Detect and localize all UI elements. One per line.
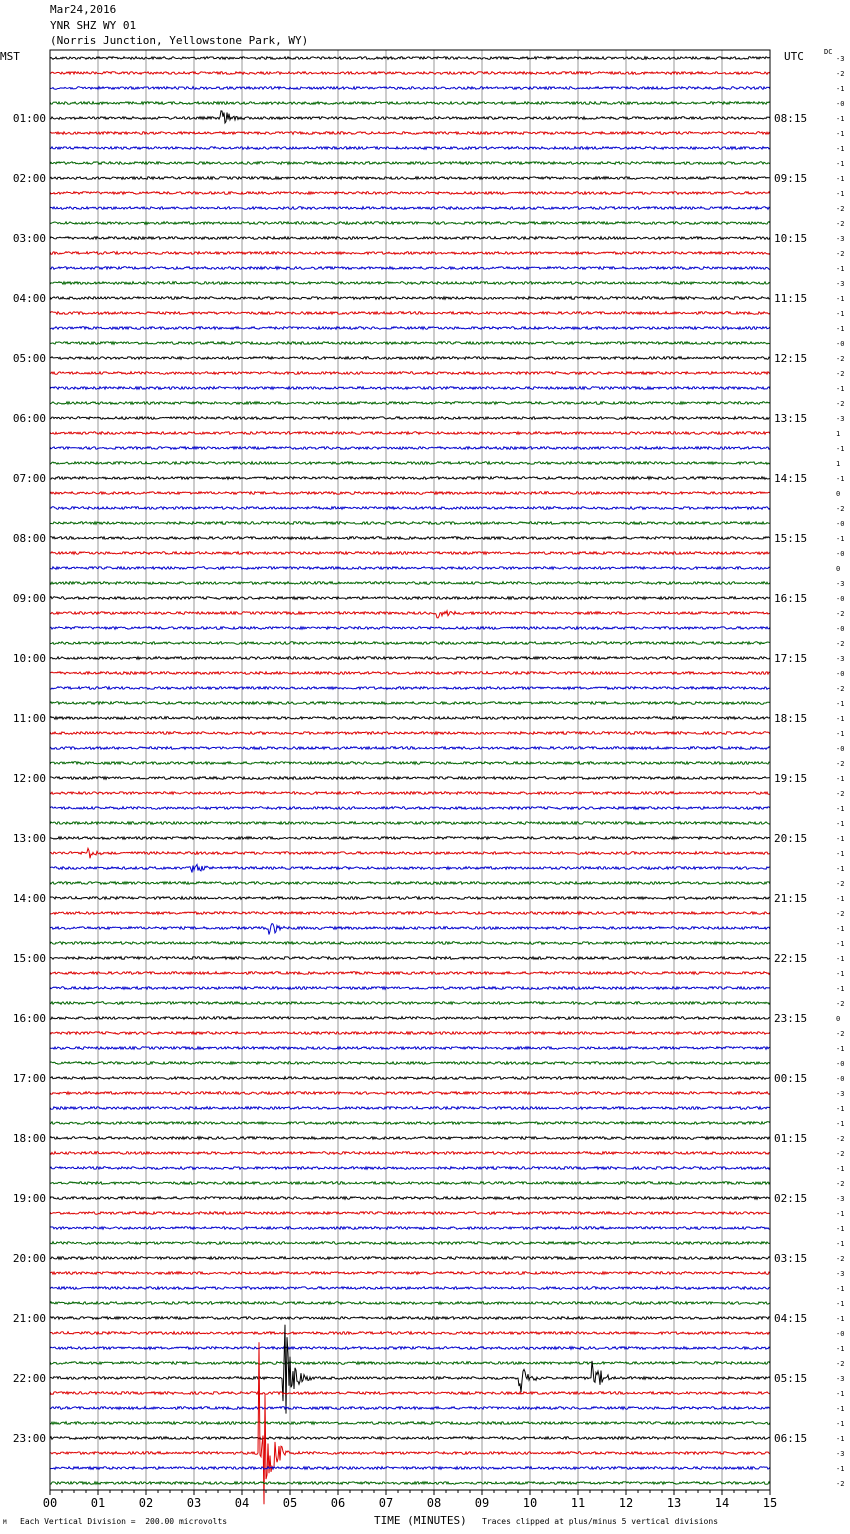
- trace-line: [50, 1242, 770, 1245]
- dc-offset-label: -1: [836, 1315, 845, 1323]
- trace-line: [50, 1017, 770, 1020]
- trace-line: [50, 1062, 770, 1065]
- dc-offset-label: -0: [836, 520, 845, 528]
- dc-offset-label: -1: [836, 1405, 845, 1413]
- dc-offset-label: -1: [836, 265, 845, 273]
- scale-text: Each Vertical Division = 200.00 microvolts: [20, 1517, 228, 1526]
- traces: [50, 57, 770, 1505]
- dc-offset-label: -1: [836, 160, 845, 168]
- trace-line: [50, 642, 770, 645]
- left-time-label: 23:00: [12, 1432, 46, 1445]
- left-time-label: 19:00: [12, 1192, 46, 1205]
- dc-offset-label: -2: [836, 370, 845, 378]
- x-tick-label: 03: [186, 1496, 202, 1510]
- trace-line: [50, 702, 770, 705]
- labels: [13, 55, 845, 1510]
- dc-offset-label: -1: [836, 955, 845, 963]
- dc-offset-label: -1: [836, 970, 845, 978]
- dc-offset-label: -3: [836, 235, 845, 243]
- trace-line: [50, 1362, 770, 1365]
- right-time-label: 06:15: [774, 1432, 808, 1445]
- trace-line: [50, 387, 770, 390]
- dc-offset-label: -1: [836, 730, 845, 738]
- trace-line: [50, 297, 770, 300]
- dc-offset-label: -0: [836, 745, 845, 753]
- dc-label: DC: [824, 48, 833, 56]
- trace-line: [50, 177, 770, 180]
- right-time-label: 19:15: [774, 772, 808, 785]
- dc-offset-label: -1: [836, 535, 845, 543]
- trace-line: [50, 267, 770, 270]
- trace-line: [50, 462, 770, 465]
- left-time-label: 04:00: [12, 292, 46, 305]
- trace-line: [50, 222, 770, 225]
- x-tick-label: 13: [666, 1496, 682, 1510]
- trace-line: [50, 252, 770, 255]
- trace-line: [50, 447, 770, 450]
- right-time-label: 04:15: [774, 1312, 808, 1325]
- right-time-label: 23:15: [774, 1012, 808, 1025]
- right-time-label: 20:15: [774, 832, 808, 845]
- trace-line: [50, 1392, 770, 1395]
- trace-line: [50, 1347, 770, 1350]
- dc-offset-label: -1: [836, 1045, 845, 1053]
- dc-offset-label: -0: [836, 340, 845, 348]
- right-time-label: 08:15: [774, 112, 808, 125]
- dc-offset-label: -2: [836, 685, 845, 693]
- dc-offset-label: -1: [836, 925, 845, 933]
- dc-offset-label: -2: [836, 1000, 845, 1008]
- trace-line: [50, 1107, 770, 1110]
- trace-line: [50, 837, 770, 840]
- dc-offset-label: -0: [836, 100, 845, 108]
- dc-offset-label: -2: [836, 400, 845, 408]
- dc-offset-label: -2: [836, 355, 845, 363]
- dc-offset-label: -2: [836, 250, 845, 258]
- trace-line: [50, 942, 770, 945]
- trace-line: [50, 777, 770, 780]
- dc-offset-label: -0: [836, 550, 845, 558]
- left-time-label: 15:00: [12, 952, 46, 965]
- plot-frame: [50, 50, 770, 1490]
- dc-offset-label: -2: [836, 1180, 845, 1188]
- trace-line: [50, 1197, 770, 1200]
- right-time-label: 11:15: [774, 292, 808, 305]
- left-time-label: 13:00: [12, 832, 46, 845]
- dc-offset-label: -0: [836, 670, 845, 678]
- left-time-label: 05:00: [12, 352, 46, 365]
- dc-offset-label: 1: [836, 430, 841, 438]
- trace-line: [50, 282, 770, 285]
- trace-line: [50, 1272, 770, 1275]
- dc-offset-label: -1: [836, 775, 845, 783]
- right-time-label: 14:15: [774, 472, 808, 485]
- trace-line: [50, 792, 770, 795]
- left-time-label: 22:00: [12, 1372, 46, 1385]
- dc-offset-label: -3: [836, 55, 845, 63]
- dc-offset-label: -1: [836, 115, 845, 123]
- dc-offset-label: -2: [836, 1030, 845, 1038]
- trace-line: [50, 611, 770, 618]
- trace-line: [50, 537, 770, 540]
- trace-line: [50, 1482, 770, 1485]
- dc-offset-label: -2: [836, 640, 845, 648]
- trace-line: [50, 111, 770, 123]
- trace-line: [50, 597, 770, 600]
- trace-line: [50, 687, 770, 690]
- trace-line: [50, 87, 770, 90]
- right-time-label: 01:15: [774, 1132, 808, 1145]
- right-time-label: 05:15: [774, 1372, 808, 1385]
- dc-offset-label: -0: [836, 595, 845, 603]
- dc-offset-label: -2: [836, 205, 845, 213]
- dc-offset-label: -2: [836, 790, 845, 798]
- dc-offset-label: -1: [836, 865, 845, 873]
- trace-line: [50, 147, 770, 150]
- left-time-label: 07:00: [12, 472, 46, 485]
- trace-line: [50, 477, 770, 480]
- dc-offset-label: -2: [836, 1480, 845, 1488]
- trace-line: [50, 1167, 770, 1170]
- dc-offset-label: -1: [836, 700, 845, 708]
- dc-offset-label: 1: [836, 460, 841, 468]
- trace-line: [50, 627, 770, 630]
- trace-line: [50, 957, 770, 960]
- trace-line: [50, 162, 770, 165]
- dc-offset-label: -1: [836, 805, 845, 813]
- trace-line: [50, 1302, 770, 1305]
- right-time-label: 00:15: [774, 1072, 808, 1085]
- trace-line: [50, 552, 770, 555]
- trace-line: [50, 657, 770, 660]
- trace-line: [50, 1437, 770, 1440]
- trace-line: [50, 1422, 770, 1425]
- dc-offset-label: -2: [836, 70, 845, 78]
- trace-line: [50, 672, 770, 675]
- right-time-label: 21:15: [774, 892, 808, 905]
- left-time-label: 09:00: [12, 592, 46, 605]
- trace-line: [50, 357, 770, 360]
- dc-offset-label: -1: [836, 715, 845, 723]
- trace-line: [50, 807, 770, 810]
- x-tick-label: 11: [570, 1496, 586, 1510]
- dc-offset-label: -1: [836, 1225, 845, 1233]
- trace-line: [50, 987, 770, 990]
- dc-offset-label: -1: [836, 985, 845, 993]
- corner-mark: M: [3, 1519, 7, 1526]
- dc-offset-label: -3: [836, 1090, 845, 1098]
- trace-line: [50, 72, 770, 75]
- trace-line: [50, 192, 770, 195]
- dc-offset-label: -1: [836, 1105, 845, 1113]
- dc-offset-label: 0: [836, 1015, 841, 1023]
- left-time-label: 17:00: [12, 1072, 46, 1085]
- dc-offset-label: -2: [836, 1360, 845, 1368]
- x-tick-label: 06: [330, 1496, 346, 1510]
- trace-line: [50, 1182, 770, 1185]
- trace-line: [50, 882, 770, 885]
- dc-offset-label: -1: [836, 175, 845, 183]
- right-time-label: 09:15: [774, 172, 808, 185]
- x-tick-label: 00: [42, 1496, 58, 1510]
- left-time-label: 21:00: [12, 1312, 46, 1325]
- trace-line: [50, 1332, 770, 1335]
- dc-offset-label: -1: [836, 820, 845, 828]
- dc-offset-label: -1: [836, 850, 845, 858]
- trace-line: [50, 1342, 770, 1504]
- trace-line: [50, 507, 770, 510]
- x-tick-label: 01: [90, 1496, 106, 1510]
- trace-line: [50, 1137, 770, 1140]
- dc-offset-label: -2: [836, 910, 845, 918]
- header-location: (Norris Junction, Yellowstone Park, WY): [50, 34, 309, 47]
- dc-offset-label: -1: [836, 1420, 845, 1428]
- left-time-label: 18:00: [12, 1132, 46, 1145]
- trace-line: [50, 492, 770, 495]
- x-tick-label: 09: [474, 1496, 490, 1510]
- trace-line: [50, 132, 770, 135]
- right-time-label: 13:15: [774, 412, 808, 425]
- trace-line: [50, 865, 770, 873]
- trace-line: [50, 207, 770, 210]
- right-time-label: 16:15: [774, 592, 808, 605]
- x-tick-label: 08: [426, 1496, 442, 1510]
- x-tick-label: 14: [714, 1496, 730, 1510]
- dc-offset-label: -2: [836, 1150, 845, 1158]
- dc-offset-label: -1: [836, 1345, 845, 1353]
- dc-offset-label: -2: [836, 610, 845, 618]
- left-time-label: 16:00: [12, 1012, 46, 1025]
- trace-line: [50, 327, 770, 330]
- right-time-label: 03:15: [774, 1252, 808, 1265]
- trace-line: [50, 1077, 770, 1080]
- trace-line: [50, 848, 770, 858]
- trace-line: [50, 522, 770, 525]
- dc-offset-label: -1: [836, 1465, 845, 1473]
- trace-line: [50, 1467, 770, 1470]
- trace-line: [50, 312, 770, 315]
- dc-offset-label: -1: [836, 1165, 845, 1173]
- trace-line: [50, 1325, 770, 1414]
- left-time-label: 03:00: [12, 232, 46, 245]
- right-time-label: 22:15: [774, 952, 808, 965]
- trace-line: [50, 1152, 770, 1155]
- x-tick-label: 07: [378, 1496, 394, 1510]
- trace-line: [50, 717, 770, 720]
- right-time-label: 12:15: [774, 352, 808, 365]
- trace-line: [50, 432, 770, 435]
- trace-line: [50, 237, 770, 240]
- dc-offset-label: -2: [836, 1135, 845, 1143]
- grid: [50, 50, 770, 1490]
- left-time-label: 01:00: [12, 112, 46, 125]
- trace-line: [50, 402, 770, 405]
- dc-offset-label: -1: [836, 835, 845, 843]
- trace-line: [50, 1122, 770, 1125]
- trace-line: [50, 417, 770, 420]
- left-time-label: 02:00: [12, 172, 46, 185]
- trace-line: [50, 1032, 770, 1035]
- dc-offset-label: -3: [836, 655, 845, 663]
- dc-offset-label: -1: [836, 385, 845, 393]
- dc-offset-label: 0: [836, 565, 841, 573]
- dc-offset-label: -2: [836, 880, 845, 888]
- trace-line: [50, 372, 770, 375]
- dc-offset-label: -1: [836, 85, 845, 93]
- dc-offset-label: -1: [836, 1285, 845, 1293]
- x-tick-label: 12: [618, 1496, 634, 1510]
- right-time-label: 02:15: [774, 1192, 808, 1205]
- dc-offset-label: -1: [836, 310, 845, 318]
- x-tick-label: 04: [234, 1496, 250, 1510]
- right-axis-label: UTC: [784, 50, 804, 63]
- dc-offset-label: -3: [836, 1270, 845, 1278]
- trace-line: [50, 102, 770, 105]
- trace-line: [50, 1227, 770, 1230]
- dc-offset-label: -1: [836, 940, 845, 948]
- dc-offset-label: -1: [836, 1210, 845, 1218]
- dc-offset-label: -0: [836, 1060, 845, 1068]
- trace-line: [50, 342, 770, 345]
- dc-offset-label: -0: [836, 1330, 845, 1338]
- dc-offset-label: -3: [836, 580, 845, 588]
- dc-offset-label: -1: [836, 295, 845, 303]
- dc-offset-label: 0: [836, 490, 841, 498]
- dc-offset-label: -1: [836, 145, 845, 153]
- left-time-label: 10:00: [12, 652, 46, 665]
- trace-line: [50, 57, 770, 60]
- trace-line: [50, 1317, 770, 1320]
- dc-offset-label: -1: [836, 325, 845, 333]
- dc-offset-label: -1: [836, 895, 845, 903]
- left-time-label: 12:00: [12, 772, 46, 785]
- trace-line: [50, 912, 770, 915]
- dc-offset-label: -1: [836, 1390, 845, 1398]
- right-time-label: 10:15: [774, 232, 808, 245]
- x-axis-title: TIME (MINUTES): [374, 1514, 467, 1527]
- dc-offset-label: -1: [836, 445, 845, 453]
- trace-line: [50, 1002, 770, 1005]
- left-time-label: 06:00: [12, 412, 46, 425]
- left-time-label: 20:00: [12, 1252, 46, 1265]
- dc-offset-label: -0: [836, 1075, 845, 1083]
- trace-line: [50, 972, 770, 975]
- dc-offset-label: -3: [836, 280, 845, 288]
- trace-line: [50, 822, 770, 825]
- left-time-label: 14:00: [12, 892, 46, 905]
- dc-offset-label: -1: [836, 475, 845, 483]
- header-date: Mar24,2016: [50, 3, 117, 16]
- trace-line: [50, 1047, 770, 1050]
- trace-line: [50, 747, 770, 750]
- x-tick-label: 02: [138, 1496, 154, 1510]
- trace-line: [50, 1092, 770, 1095]
- dc-offset-label: -1: [836, 1120, 845, 1128]
- x-tick-label: 10: [522, 1496, 538, 1510]
- dc-offset-label: -1: [836, 130, 845, 138]
- left-time-label: 11:00: [12, 712, 46, 725]
- trace-line: [50, 1407, 770, 1410]
- trace-line: [50, 567, 770, 570]
- x-tick-label: 15: [762, 1496, 778, 1510]
- left-time-label: 08:00: [12, 532, 46, 545]
- dc-offset-label: -2: [836, 220, 845, 228]
- dc-offset-label: -2: [836, 505, 845, 513]
- trace-line: [50, 582, 770, 585]
- trace-line: [50, 732, 770, 735]
- dc-offset-label: -1: [836, 1240, 845, 1248]
- header-station: YNR SHZ WY 01: [50, 19, 137, 32]
- dc-offset-label: -3: [836, 1450, 845, 1458]
- right-time-label: 15:15: [774, 532, 808, 545]
- dc-offset-label: -1: [836, 1300, 845, 1308]
- clip-text: Traces clipped at plus/minus 5 vertical divisions: [482, 1517, 719, 1526]
- dc-offset-label: -2: [836, 1255, 845, 1263]
- dc-offset-label: -3: [836, 415, 845, 423]
- dc-offset-label: -3: [836, 1195, 845, 1203]
- x-tick-label: 05: [282, 1496, 298, 1510]
- trace-line: [50, 924, 770, 935]
- dc-offset-label: -1: [836, 190, 845, 198]
- right-time-label: 17:15: [774, 652, 808, 665]
- trace-line: [50, 762, 770, 765]
- dc-offset-label: -1: [836, 1435, 845, 1443]
- trace-line: [50, 1212, 770, 1215]
- dc-offset-label: -3: [836, 1375, 845, 1383]
- trace-line: [50, 1257, 770, 1260]
- dc-offset-label: -0: [836, 625, 845, 633]
- left-axis-label: MST: [0, 50, 20, 63]
- trace-line: [50, 1287, 770, 1290]
- trace-line: [50, 897, 770, 900]
- right-time-label: 18:15: [774, 712, 808, 725]
- dc-offset-label: -2: [836, 760, 845, 768]
